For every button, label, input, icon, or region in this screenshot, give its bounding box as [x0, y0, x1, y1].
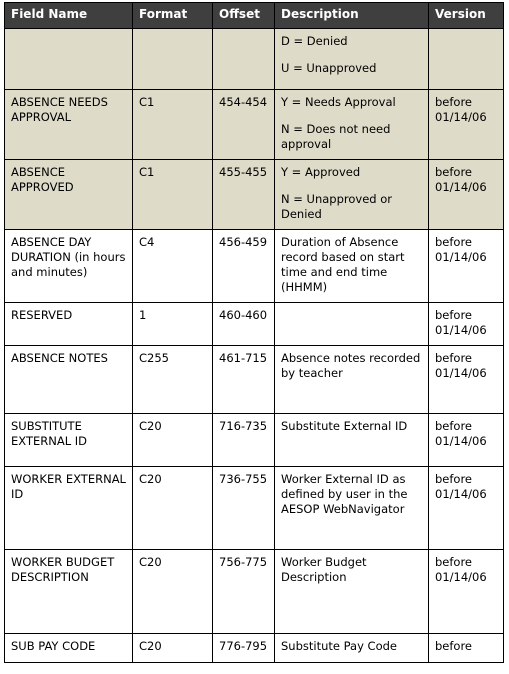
cell-field-name: SUBSTITUTE EXTERNAL ID: [5, 414, 133, 467]
description-line: N = Unapproved or Denied: [281, 192, 393, 221]
header-version: Version: [429, 3, 504, 29]
cell-description: [275, 634, 429, 663]
cell-offset: 736-755: [213, 467, 275, 550]
table-body: [5, 29, 504, 663]
cell-offset: 756-775: [213, 550, 275, 634]
cell-version: before 01/14/06: [429, 346, 504, 414]
cell-offset: 455-455: [213, 160, 275, 230]
cell-field-name: SUB PAY CODE: [5, 634, 133, 663]
cell-offset: 456-459: [213, 230, 275, 303]
cell-offset: [213, 29, 275, 90]
cell-description: [275, 90, 429, 160]
cell-format: [133, 29, 213, 90]
table-row: [5, 29, 504, 90]
cell-offset: 454-454: [213, 90, 275, 160]
cell-version: [429, 29, 504, 90]
cell-field-name: WORKER EXTERNAL ID: [5, 467, 133, 550]
header-format: Format: [133, 3, 213, 29]
cell-version: before 01/14/06: [429, 90, 504, 160]
description-line: Worker External ID as defined by user in the AESOP WebNavigator: [281, 472, 408, 516]
table-row: [5, 550, 504, 634]
description-line: Y = Approved: [281, 165, 361, 179]
cell-field-name: RESERVED: [5, 303, 133, 346]
table-row: [5, 90, 504, 160]
table-row: [5, 467, 504, 550]
cell-description: [275, 29, 429, 90]
cell-version: before: [429, 634, 504, 663]
cell-version: before 01/14/06: [429, 230, 504, 303]
description-line: Substitute Pay Code: [281, 639, 397, 653]
cell-description: [275, 230, 429, 303]
table-row: [5, 346, 504, 414]
cell-description: [275, 346, 429, 414]
description-line: U = Unapproved: [281, 61, 377, 75]
cell-field-name: WORKER BUDGET DESCRIPTION: [5, 550, 133, 634]
cell-description: [275, 467, 429, 550]
cell-version: before 01/14/06: [429, 550, 504, 634]
cell-format: C1: [133, 160, 213, 230]
description-line: Y = Needs Approval: [281, 95, 396, 109]
document-page: [4, 2, 504, 663]
cell-offset: 776-795: [213, 634, 275, 663]
cell-offset: 460-460: [213, 303, 275, 346]
table-header-row: [5, 3, 504, 29]
description-line: Absence notes recorded by teacher: [281, 351, 421, 380]
header-field-name: Field Name: [5, 3, 133, 29]
table-row: [5, 303, 504, 346]
cell-format: C255: [133, 346, 213, 414]
description-line: Substitute External ID: [281, 419, 408, 433]
description-line: D = Denied: [281, 34, 348, 48]
header-offset: Offset: [213, 3, 275, 29]
description-line: N = Does not need approval: [281, 122, 391, 151]
table-row: [5, 230, 504, 303]
cell-field-name: ABSENCE APPROVED: [5, 160, 133, 230]
description-line: Worker Budget Description: [281, 555, 367, 584]
cell-description: [275, 160, 429, 230]
table-row: [5, 160, 504, 230]
cell-format: 1: [133, 303, 213, 346]
cell-format: C1: [133, 90, 213, 160]
cell-offset: 461-715: [213, 346, 275, 414]
cell-field-name: ABSENCE NOTES: [5, 346, 133, 414]
cell-description: [275, 550, 429, 634]
cell-format: C20: [133, 634, 213, 663]
cell-format: C20: [133, 414, 213, 467]
field-definition-table: [4, 2, 504, 663]
cell-format: C20: [133, 550, 213, 634]
cell-field-name: [5, 29, 133, 90]
cell-field-name: ABSENCE NEEDS APPROVAL: [5, 90, 133, 160]
cell-version: before 01/14/06: [429, 467, 504, 550]
description-line: Duration of Absence record based on start time and end time (HHMM): [281, 235, 405, 294]
cell-format: C20: [133, 467, 213, 550]
cell-version: before 01/14/06: [429, 303, 504, 346]
cell-version: before 01/14/06: [429, 160, 504, 230]
header-description: Description: [275, 3, 429, 29]
cell-offset: 716-735: [213, 414, 275, 467]
cell-field-name: ABSENCE DAY DURATION (in hours and minutes): [5, 230, 133, 303]
cell-format: C4: [133, 230, 213, 303]
cell-description: [275, 414, 429, 467]
table-row: [5, 634, 504, 663]
table-row: [5, 414, 504, 467]
cell-description: [275, 303, 429, 346]
cell-version: before 01/14/06: [429, 414, 504, 467]
